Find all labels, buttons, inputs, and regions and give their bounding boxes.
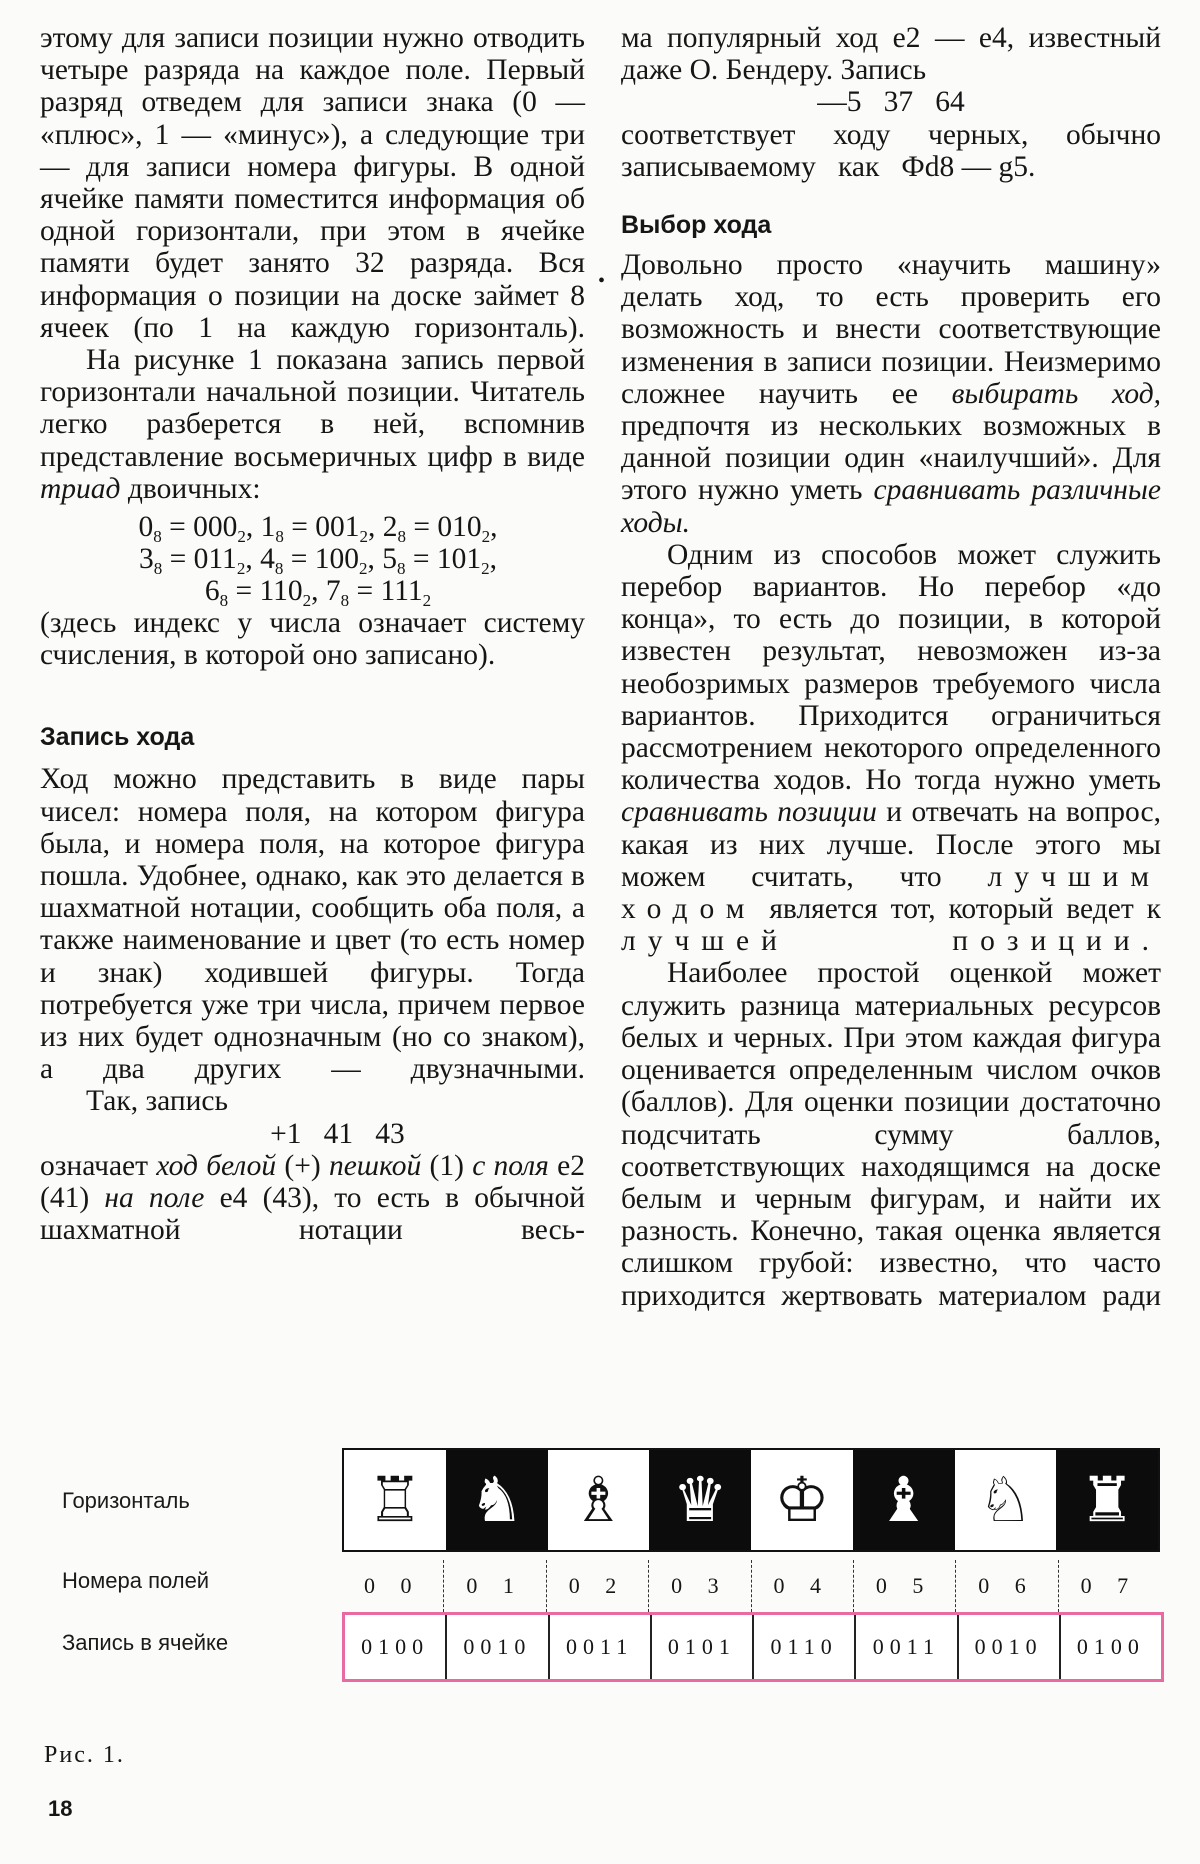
formula-subscript: 8: [396, 559, 406, 579]
square-numbers-row: [342, 1560, 1160, 1612]
formula-subscript: 2: [358, 559, 368, 579]
bishop-icon: ♗: [570, 1463, 627, 1536]
square-numbers-label: Номера полей: [62, 1568, 210, 1593]
paragraph: ма популярный ход e2 — e4, известный даже О. Бендеру. Запись: [621, 22, 1161, 87]
square-number: 0 2: [546, 1560, 648, 1612]
formula-text: ,: [489, 543, 497, 576]
formula-subscript: 2: [359, 527, 368, 547]
board-square: [1056, 1450, 1158, 1550]
square-number: 0 1: [443, 1560, 545, 1612]
paragraph: Одним из способов может служить перебор вариантов. Но перебор «до конца», то есть до позиции, в которой известен результат, невозможен из-за необозримых размеров требуемого числа вариантов. Приходится ограничиться рассмотрением некоторого определенного количества ходов. Но тогда нужно уметь сравнивать позиции и отвечать на вопрос, какая из них лучше. После этого мы можем считать, что лучшим ходом является тот, который ведет к лучшей позиции.: [621, 538, 1162, 958]
square-number: 0 0: [363, 1573, 422, 1598]
rank-label: Горизонталь: [62, 1488, 190, 1513]
cell-value: 0100: [361, 1634, 430, 1659]
cell-record-label: Запись в ячейке: [62, 1630, 229, 1655]
formula-text: = 110: [228, 575, 303, 608]
page-number: 18: [48, 1796, 73, 1821]
formula-text: = 101: [405, 543, 482, 576]
memory-cell-row: [342, 1612, 1164, 1682]
king-icon: ♔: [774, 1463, 830, 1536]
formula-subscript: 8: [153, 559, 163, 579]
formula-subscript: 8: [153, 527, 162, 547]
square-number: 0 3: [648, 1560, 750, 1612]
formula-text: 3: [139, 543, 154, 576]
chess-rank: [342, 1448, 1160, 1552]
move-record: +1 41 43: [270, 1117, 405, 1150]
board-square: [853, 1450, 955, 1550]
figure-caption: Рис. 1.: [44, 1742, 125, 1768]
formula-subscript: 2: [481, 527, 491, 547]
formula-text: = 000: [161, 511, 238, 544]
formula-text: , 1: [245, 511, 276, 544]
square-number: 0 4: [751, 1560, 853, 1612]
square-number: 0 5: [853, 1560, 955, 1612]
board-square: [446, 1450, 548, 1550]
formula-subscript: 2: [302, 591, 312, 611]
paragraph: Ход можно представить в виде пары чисел: номера поля, на котором фигура была, и номера поля, на которое фигура пошла. Удобнее, однако, как это делается в шахматной нотации, сообщить оба поля, а также наименование и цвет (то есть номер и знак) ходившей фигуры. Тогда потребуется уже три числа, причем первое из них будет однозначным (но со знаком), а два других — двузначными.: [40, 763, 585, 1086]
knight-icon: ♞: [468, 1463, 525, 1536]
formula-subscript: 2: [237, 527, 246, 547]
formula-text: = 010: [406, 511, 482, 544]
paragraph: На рисунке 1 показана запись первой горизонтали начальной позиции. Читатель легко разберется в ней, вспомнив представление восьмеричных цифр в виде триад двоичных:: [40, 344, 585, 505]
paragraph: (здесь индекс у числа означает систему счисления, в которой оно записано).: [40, 607, 585, 672]
formula-text: , 2: [368, 511, 398, 544]
formula-text: = 100: [283, 543, 359, 576]
board-square: [955, 1450, 1057, 1550]
board-square: [344, 1450, 446, 1550]
formula-subscript: 8: [340, 591, 350, 611]
formula-text: , 7: [311, 575, 341, 608]
formula-text: = 111: [349, 575, 423, 608]
paragraph: означает ход белой (+) пешкой (1) с поля e2 (41) на поле e4 (43), то есть в обычной шахматной нотации весь-: [40, 1149, 586, 1247]
formula-line-1: [58, 511, 578, 547]
left-column: [40, 22, 585, 1247]
paragraph: Так, запись: [86, 1085, 228, 1118]
formula-text: ,: [490, 511, 498, 544]
formula-subscript: 2: [236, 559, 246, 579]
cell-value: 0101: [650, 1615, 752, 1679]
formula-subscript: 2: [422, 591, 432, 611]
board-square: [751, 1450, 853, 1550]
formula-text: 6: [204, 575, 220, 608]
section-heading: Запись хода: [40, 723, 195, 752]
octal-binary-formula: [58, 511, 578, 611]
margin-dot: •: [598, 270, 606, 292]
right-column: [621, 22, 1169, 1312]
rook-icon: ♖: [367, 1463, 423, 1536]
board-square: [649, 1450, 751, 1550]
cell-value: 0110: [752, 1615, 854, 1679]
formula-subscript: 8: [274, 559, 284, 579]
formula-text: , 5: [367, 543, 397, 576]
queen-icon: ♛: [672, 1463, 728, 1536]
bishop-icon: ♝: [875, 1463, 932, 1536]
paragraph: этому для записи позиции нужно отводить четыре разряда на каждое поле. Первый разряд отведем для записи знака (0 — «плюс», 1 — «минус»), а следующие три — для записи номера фигуры. В одной ячейке памяти поместится информация об одной горизонтали, при этом в ячейке памяти будет занято 32 разряда. Вся информация о позиции на доске займет 8 ячеек (по 1 на каждую горизонталь).: [40, 22, 585, 344]
cell-value: 0010: [445, 1615, 547, 1679]
cell-value: 0011: [854, 1615, 956, 1679]
formula-subscript: 8: [219, 591, 229, 611]
formula-text: , 4: [245, 543, 275, 576]
cell-value: 0011: [548, 1615, 650, 1679]
formula-text: = 011: [162, 543, 237, 576]
section-heading: Выбор хода: [621, 211, 772, 240]
paragraph: Довольно просто «научить машину» делать ход, то есть проверить его возможность и внести соответствующие изменения в записи позиции. Неизмеримо сложнее научить ее выбирать ход, предпочтя из нескольких возможных в данной позиции один «наилучший». Для этого нужно уметь сравнивать различные ходы.: [621, 249, 1161, 539]
formula-subscript: 2: [481, 559, 490, 579]
board-square: [548, 1450, 650, 1550]
move-record: —5 37 64: [817, 86, 965, 119]
paragraph: соответствует ходу черных, обычно записываемому как Фd8 — g5.: [621, 118, 1169, 183]
square-number: 0 6: [955, 1560, 1057, 1612]
knight-icon: ♘: [977, 1463, 1034, 1536]
square-number: 0 7: [1058, 1560, 1160, 1612]
rook-icon: ♜: [1079, 1463, 1135, 1536]
cell-value: 0100: [1059, 1615, 1161, 1679]
formula-text: 0: [138, 511, 154, 544]
formula-text: = 001: [283, 511, 360, 544]
formula-line-2: [58, 543, 578, 579]
formula-subscript: 8: [397, 527, 406, 547]
paragraph: Наиболее простой оценкой может служить разница материальных ресурсов белых и черных. При этом каждая фигура оценивается определенным числом очков (баллов). Для оценки позиции достаточно подсчитать сумму баллов, соответствующих находящимся на доске белым и черным фигурам, и найти их разность. Конечно, такая оценка является слишком грубой: известно, что часто приходится жертвовать материалом ради: [621, 957, 1161, 1312]
cell-value: 0010: [957, 1615, 1059, 1679]
formula-subscript: 8: [275, 527, 284, 547]
formula-line-3: [58, 575, 578, 611]
